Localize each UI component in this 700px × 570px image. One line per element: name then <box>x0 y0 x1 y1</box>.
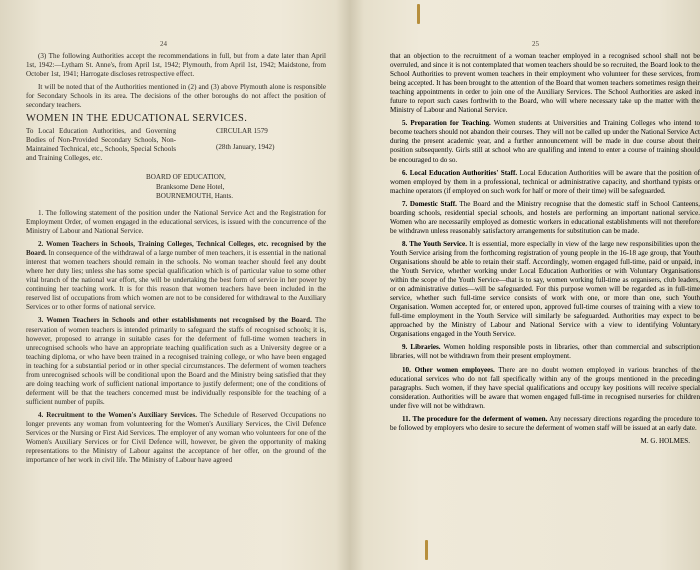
left-column <box>26 52 326 469</box>
intro-paragraph: It will be noted that of the Authorities mentioned in (2) and (3) above Plymouth alone is responsible for Secondary Schools in its area. The decisions of the other boroughs do not affect the position of secondary teachers. <box>26 83 326 110</box>
document-title: WOMEN IN THE EDUCATIONAL SERVICES. <box>26 113 248 125</box>
section-heading: 2. Women Teachers in Schools, Training Colleges, Technical Colleges, etc. recognised by the Board. <box>26 240 326 258</box>
continuation-paragraph: that an objection to the recruitment of a woman teacher employed in a recognised school shall not be overruled, and since it is not contemplated that women teachers should be so recruited, the Board look to the School Authorities to prevent women teachers in their employment who volunteer for these services, from being accepted. It has been brought to the attention of the Board that women teachers sometimes resign their teaching appointments in order to join one of the Auxiliary Services. The School Authorities are asked in future to report such cases forthwith to the Board, who will where necessary take up the matter with the Ministry of Labour and National Service. <box>390 52 700 115</box>
circular-number: CIRCULAR 1579 <box>216 127 268 136</box>
circular-date: (28th January, 1942) <box>216 143 275 152</box>
right-column <box>390 52 700 446</box>
section-heading: 5. Preparation for Teaching. <box>402 119 491 128</box>
section-heading: 11. The procedure for the deferment of women. <box>402 414 548 423</box>
section-paragraph: 4. Recruitment to the Women's Auxiliary Services. The Schedule of Reserved Occupations no longer prevents any woman from volunteering for the Women's Auxiliary Services, the Civil Defence Services or the Nursing or First Aid Services. The employer of any woman who volunteers for one of the Women's Auxiliary Services or for Civil Defence will, however, be given the opportunity of making representations to the Ministry of Labour against the acceptance of her offer, on the ground of the importance of her work in civil life. The Ministry of Labour have agreed <box>26 410 326 465</box>
section-paragraph: 3. Women Teachers in Schools and other establishments not recognised by the Board. The reservation of women teachers is intended primarily to safeguard the staffs of recognised schools; it is, however, proposed to arrange in suitable cases for the deferment of full-time women teachers in unrecognised schools who have an appropriate teaching qualification such as a University degree or a teaching diploma, or who have been trained in a recognised training college, or who have been engaged in teaching for a substantial period or in other special circumstances. The deferment of women teachers from unrecognised schools will be conditional upon the Board and the Ministry being satisfied that they are doing teaching work of sufficient national importance to justify deferment; one of the conditions of deferment will be that the teachers concerned must be individually responsible for the teaching of a sufficient number of pupils. <box>26 316 326 406</box>
signature: M. G. HOLMES. <box>640 436 690 445</box>
addressee-block <box>26 127 326 163</box>
section-heading: 10. Other women employees. <box>402 365 495 374</box>
section-heading: 7. Domestic Staff. <box>402 199 457 208</box>
section-paragraph: 6. Local Education Authorities' Staff. Local Education Authorities will be aware that the position of women employed by them in a professional, technical or administrative capacity, and shorthand typists or machine operators (if employed on such work for half or more of their time) will be safeguarded. <box>390 168 700 195</box>
addressee: To Local Education Authorities, and Governing Bodies of Non-Provided Secondary Schools, Non-Maintained Technical, etc., Schools, Special Schools and Training Colleges, etc. <box>26 127 176 163</box>
section-paragraph: 8. The Youth Service. It is essential, more especially in view of the large new responsibilities upon the Youth Service arising from the forthcoming registration of young people in the 16-18 age group, that Youth Organisations should be able to retain their staff. Accordingly, women engaged full-time, paid or unpaid, in the Youth Service, whether working under Local Education Authorities or with Voluntary Organisations within the scope of the Youth Service—that is to say, women working full-time as organisers, club leaders, or on administrative duties—will be safeguarded. For this purpose women will be regarded as in full-time service, whether such full-time service consists of work with one, or more than one, such Youth Organisation. Women accepted for, or entered upon, approved full-time courses of training with a view to full-time employment in the Youth Service will similarly be safeguarded. Authorities may expect to be approached by the Ministry of Labour and National Service with a view to identifying Voluntary Organisations engaged in the Youth Service. <box>390 239 700 339</box>
section-heading: 8. The Youth Service. <box>402 239 467 248</box>
section-paragraph: 7. Domestic Staff. The Board and the Ministry recognise that the domestic staff in School Canteens, boarding schools, residential special schools, and hostels are performing an important national service. Women who are necessarily employed as domestic workers in educational establishments will not therefore be withdrawn unless reasonably satisfactory arrangements for substitution can be made. <box>390 199 700 235</box>
page-number: 25 <box>532 40 539 48</box>
intro-paragraph: (3) The following Authorities accept the recommendations in full, but from a date later than April 1st, 1942:—Lytham St. Anne's, from April 1st, 1942; Plymouth, from April 1st, 1942; Maidstone, from October 1st, 1941; Harrogate discloses retrospective effect. <box>26 52 326 79</box>
board-address <box>146 173 326 201</box>
board-line: BOURNEMOUTH, Hants. <box>156 191 234 200</box>
board-line: BOARD OF EDUCATION, <box>146 173 226 182</box>
section-paragraph: 10. Other women employees. There are no doubt women employed in various branches of the educational services who do not fall specifically within any of the groups mentioned in the preceding paragraphs. Such women, if they have special qualifications and occupy key positions will receive special consideration. Authorities will be aware that women engaged full-time in recognised nurseries for children under five will not be withdrawn. <box>390 365 700 410</box>
section-heading: 6. Local Education Authorities' Staff. <box>402 168 518 177</box>
board-line: Branksome Dene Hotel, <box>156 182 225 191</box>
section-paragraph: 11. The procedure for the deferment of women. Any necessary directions regarding the procedure to be followed by employers who desire to secure the deferment of women staff will be issued at an early date. <box>390 414 700 432</box>
section-heading: 9. Libraries. <box>402 343 441 352</box>
section-heading: 4. Recruitment to the Women's Auxiliary Services. <box>38 410 197 419</box>
section-paragraph: 2. Women Teachers in Schools, Training Colleges, Technical Colleges, etc. recognised by the Board. In consequence of the withdrawal of a large number of men teachers, it is essential in the national interest that women teachers should remain in the schools. No woman teacher should feel any doubt where her duty lies; unless she has some special qualification which is of particular value to some other vital branch of the national war effort, she will be undertaking the best form of service in her power by continuing her teaching work. It is for this reason that women teachers have been included in the reserved list of occupations from which women are not to be considered for withdrawal to the Auxiliary Services or to other forms of national service. <box>26 240 326 312</box>
circular-block <box>216 127 326 163</box>
section-heading: 3. Women Teachers in Schools and other establishments not recognised by the Board. <box>38 316 312 325</box>
page-number: 24 <box>160 40 167 48</box>
section-paragraph: 5. Preparation for Teaching. Women students at Universities and Training Colleges who intend to become teachers should not abandon their courses. They will not be called up under the National Service Act during the present academic year, and a further announcement will be made in due course about their position subsequently. Girls still at school who are qualifing and intend to enter a course of training should be encouraged to do so. <box>390 119 700 164</box>
section-paragraph: 1. The following statement of the position under the National Service Act and the Registration for Employment Order, of women engaged in the educational services, is issued with the concurrence of the Ministry of Labour and National Service. <box>26 208 326 236</box>
section-paragraph: 9. Libraries. Women holding responsible posts in libraries, other than commercial and subscription libraries, will not be withdrawn from their present employment. <box>390 343 700 361</box>
